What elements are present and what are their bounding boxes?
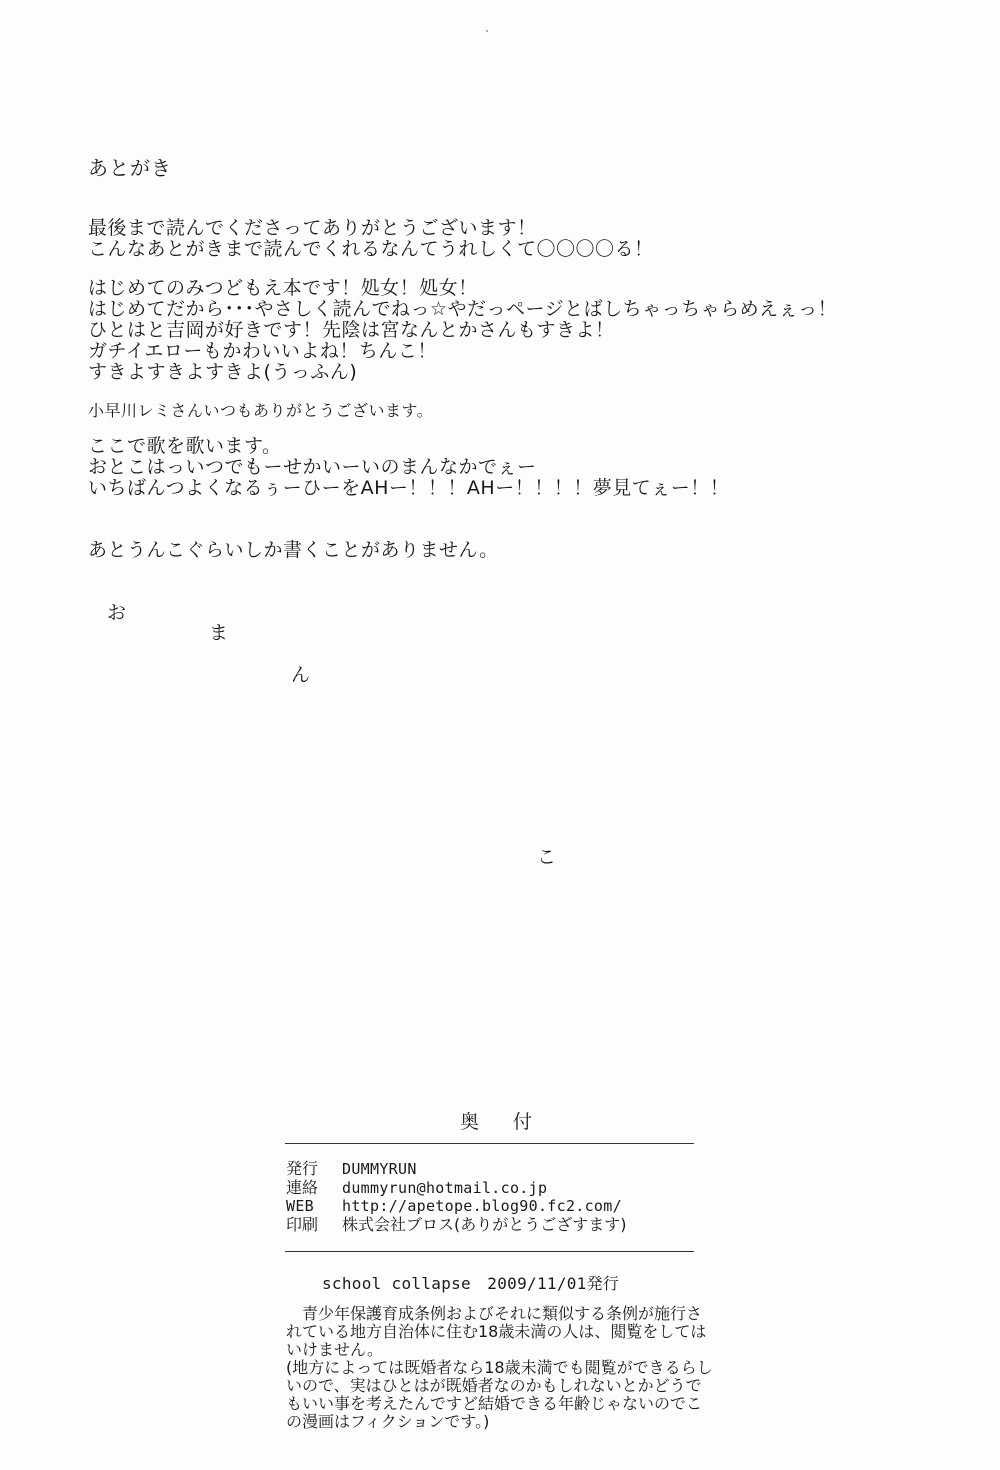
afterword-thanks: 小早川レミさんいつもありがとうございます。 [88,401,434,420]
afterword-para-3 [88,436,729,499]
row-value: dummyrun@hotmail.co.jp [342,1178,548,1197]
divider [285,1251,694,1252]
colophon-row-printer [286,1216,627,1235]
divider [285,1143,694,1144]
text-line: 最後まで読んでくださってありがとうございます！ [88,217,537,239]
row-value: 株式会社ブロス(ありがとうござすます) [342,1214,627,1234]
scattered-char: ん [291,664,311,686]
row-label: 印刷 [286,1214,319,1234]
text-line: こんなあとがきまで読んでくれるなんてうれしくて〇〇〇〇る！ [88,238,654,260]
scattered-char: こ [537,846,557,868]
row-value: http://apetope.blog90.fc2.com/ [342,1197,622,1215]
notice-aside: (地方によっては既婚者なら18歳未満でも閲覧ができるらしいので、実はひとはが既婚者なのかもしれないとかどうでもいい事を考えたんですど結婚できる年齢じゃないのでこの漫画はフィクションです。) [286,1358,713,1431]
afterword-para-2 [88,278,837,383]
scattered-char: ま [209,622,229,644]
colophon-title: 奥付 [460,1111,567,1133]
text-line: ここで歌を歌います。 [88,435,282,457]
text-line: はじめてのみつどもえ本です！処女！処女！ [88,277,478,299]
notice-main: 青少年保護育成条例およびそれに類似する条例が施行されている地方自治体に住む18歳未満の人は、閲覧をしてはいけません。 [286,1304,707,1359]
issue-line: school collapse 2009/11/01発行 [322,1274,620,1293]
colophon-row-web [286,1197,627,1216]
text-line: いちばんつよくなるぅーひーをAHー！！！AHー！！！！夢見てぇー！！ [88,477,730,499]
text-line: はじめてだから･･･やさしく読んでねっ☆やだっページとばしちゃっちゃらめえぇっ！ [88,298,838,320]
colophon-row-contact [286,1179,627,1198]
text-line: ひとはと吉岡が好きです！先陰は宮なんとかさんもすきよ！ [88,319,615,341]
scattered-char: お [107,602,127,624]
row-value: DUMMYRUN [342,1160,417,1178]
afterword-closing: あとうんこぐらいしか書くことがありません。 [88,539,499,561]
row-label: WEB [286,1197,314,1215]
afterword-para-1 [88,218,654,260]
text-line: すきよすきよすきよ(うっふん) [88,361,358,383]
text-line: ガチイエローもかわいいよね！ちんこ！ [88,340,437,362]
row-label: 発行 [286,1159,319,1178]
afterword-title: あとがき [88,156,172,180]
row-label: 連絡 [286,1177,319,1197]
colophon-row-publisher [286,1160,627,1179]
speck [486,30,488,32]
colophon-info [286,1160,627,1234]
age-notice [286,1305,716,1431]
text-line: おとこはっいつでもーせかいーいのまんなかでぇー [88,456,537,478]
